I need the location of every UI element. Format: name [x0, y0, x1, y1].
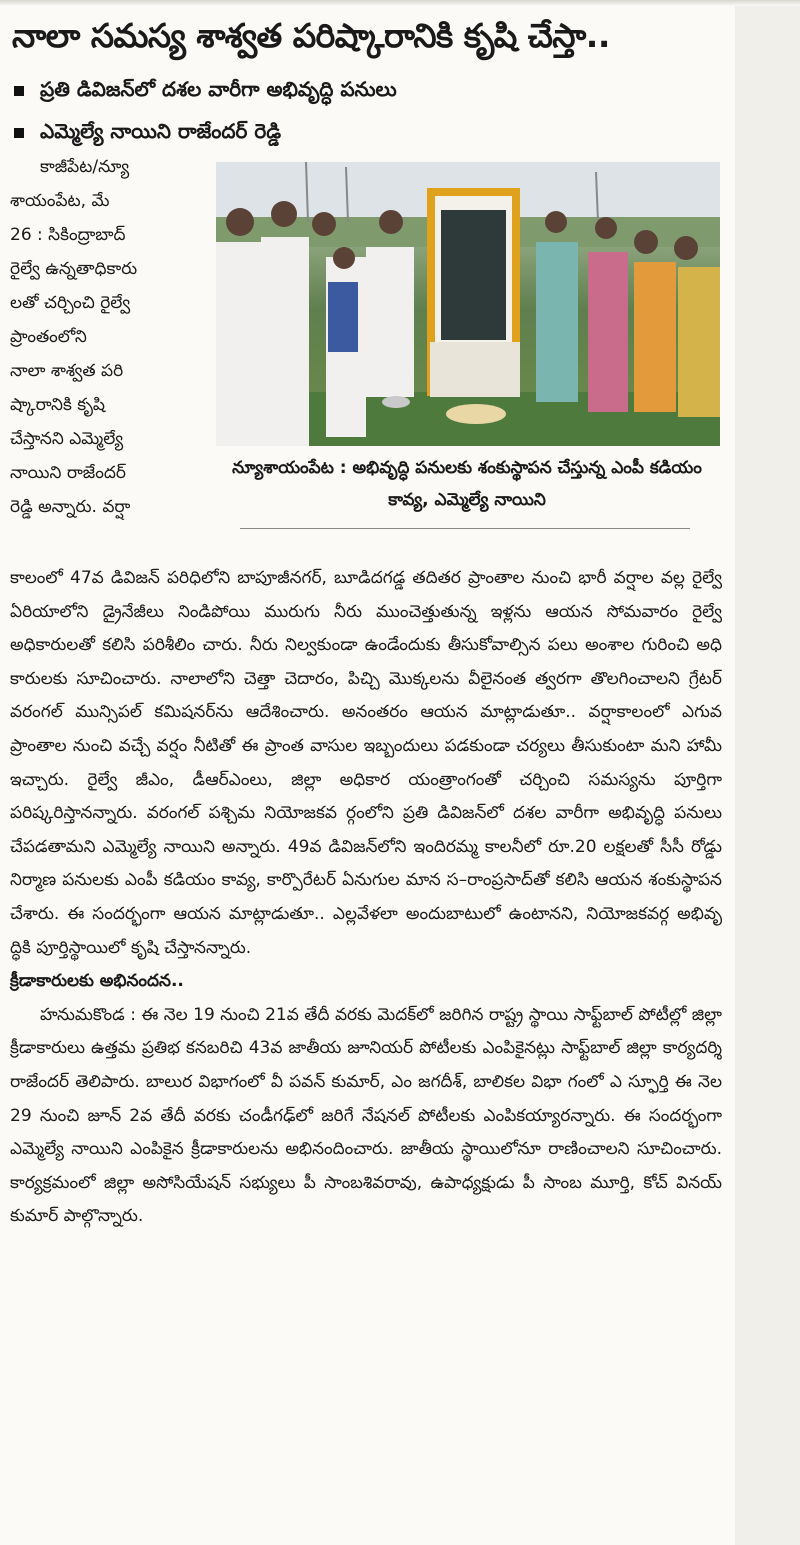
article-headline: నాలా సమస్య శాశ్వత పరిష్కారానికి కృషి చేస్తా..	[12, 16, 610, 55]
column-line: నాలా శాశ్వత పరి	[10, 361, 124, 381]
column-line: ష్కారానికి కృషి	[10, 395, 106, 415]
article-body	[10, 562, 722, 1234]
bullet-square-icon	[14, 128, 24, 138]
column-line: ప్రాంతంలోని	[10, 327, 87, 347]
highlight-item	[14, 70, 774, 112]
paragraph: హనుమకొండ : ఈ నెల 19 నుంచి 21వ తేదీ వరకు మెదక్‌లో జరిగిన రాష్ట్ర స్థాయి సాఫ్ట్‌బాల్ పోటీల్లో జిల్లా క్రీడాకారులు ఉత్తమ ప్రతిభ కనబరిచి 43వ జాతీయ జూనియర్ పోటీలకు ఎంపికైనట్లు సాఫ్ట్‌బాల్ జిల్లా కార్యదర్శి రాజేందర్ తెలిపారు. బాలుర విభాగంలో వీ పవన్ కుమార్, ఎం జగదీశ్, బాలికల విభా గంలో ఎ స్ఫూర్తి ఈ నెల 29 నుంచి జూన్ 2వ తేదీ వరకు చండీగఢ్‌లో జరిగే నేషనల్ పోటీలకు ఎంపికయ్యారన్నారు. ఈ సందర్భంగా ఎమ్మెల్యే నాయిని ఎంపికైన క్రీడాకారులను అభినందించారు. జాతీయ స్థాయిలోనూ రాణించాలని సూచించారు. కార్యక్రమంలో జిల్లా అసోసియేషన్ సభ్యులు పీ సాంబశివరావు, ఉపాధ్యక్షుడు పీ సాంబ మూర్తి, కోచ్ వినయ్ కుమార్ పాల్గొన్నారు.	[10, 1004, 722, 1227]
column-line: లతో చర్చించి రైల్వే	[10, 293, 131, 313]
left-column-text	[10, 150, 208, 524]
page-margin	[735, 0, 800, 1545]
highlight-text: ప్రతి డివిజన్‌లో దశల వారీగా అభివృద్ధి పనులు	[40, 76, 397, 101]
column-line: చేస్తానని ఎమ్మెల్యే	[10, 429, 124, 449]
highlight-item	[14, 112, 774, 154]
column-line: రైల్వే ఉన్నతాధికారు	[10, 259, 138, 279]
clipping-edge	[0, 0, 800, 6]
column-line: 26 : సికింద్రాబాద్	[10, 225, 126, 245]
section-subhead: క్రీడాకారులకు అభినందన..	[10, 971, 184, 992]
highlight-text: ఎమ్మెల్యే నాయిని రాజేందర్ రెడ్డి	[40, 118, 281, 143]
dateline-line: కాజీపేట/న్యూ	[40, 157, 130, 177]
photo-caption: న్యూశాయంపేట : అభివృద్ధి పనులకు శంకుస్థాపన చేస్తున్న ఎంపీ కడియం కావ్య, ఎమ్మెల్యే నాయిని	[232, 458, 702, 510]
column-line: శాయంపేట, మే	[10, 191, 110, 211]
column-line: నాయిని రాజేందర్	[10, 463, 126, 483]
photo-illustration	[216, 162, 720, 446]
caption-divider	[240, 528, 690, 529]
bullet-square-icon	[14, 86, 24, 96]
news-photo	[216, 162, 720, 446]
column-line: రెడ్డి అన్నారు. వర్షా	[10, 497, 131, 517]
paragraph: కాలంలో 47వ డివిజన్ పరిధిలోని బాపూజీనగర్, బూడిదగడ్డ తదితర ప్రాంతాల నుంచి భారీ వర్షాల వల్ల రైల్వే ఏరియాలోని డ్రైనేజీలు నిండిపోయి మురుగు నీరు ముంచెత్తుతున్న ఇళ్లను ఆయన సోమవారం రైల్వే అధికారులతో కలిసి పరిశీలిం చారు. నీరు నిల్వకుండా ఉండేందుకు తీసుకోవాల్సిన పలు అంశాల గురించి అధి కారులకు సూచించారు. నాలాలోని చెత్తా చెదారం, పిచ్చి మొక్కలను వీలైనంత త్వరగా తొలగించాలని గ్రేటర్ వరంగల్ మున్సిపల్ కమిషనర్‌ను ఆదేశించారు. అనంతరం ఆయన మాట్లాడుతూ.. వర్షాకాలంలో ఎగువ ప్రాంతాల నుంచి వచ్చే వర్షం నీటితో ఈ ప్రాంత వాసుల ఇబ్బందులు పడకుండా చర్యలు తీసుకుంటా మని హామీ ఇచ్చారు. రైల్వే జీఎం, డీఆర్‌ఎంలు, జిల్లా అధికార యంత్రాంగంతో చర్చించి సమస్యను పూర్తిగా పరిష్కరిస్తానన్నారు. వరంగల్ పశ్చిమ నియోజకవ ర్గంలోని ప్రతి డివిజన్‌లో దశల వారీగా అభివృద్ధి పనులు చేపడతామని ఎమ్మెల్యే నాయిని అన్నారు. 49వ డివిజన్‌లోని ఇందిరమ్మ కాలనీలో రూ.20 లక్షలతో సీసీ రోడ్డు నిర్మాణ పనులకు ఎంపీ కడియం కావ్య, కార్పొరేటర్ ఏనుగుల మాన స–రాంప్రసాద్‌తో కలిసి ఆయన శంకుస్థాపన చేశారు. ఈ సందర్భంగా ఆయన మాట్లాడుతూ.. ఎల్లవేళలా అందుబాటులో ఉంటానని, నియోజకవర్గ అభివృ ద్ధికి పూర్తిస్థాయిలో కృషి చేస్తానన్నారు.	[10, 568, 722, 958]
highlights-list	[14, 70, 774, 154]
